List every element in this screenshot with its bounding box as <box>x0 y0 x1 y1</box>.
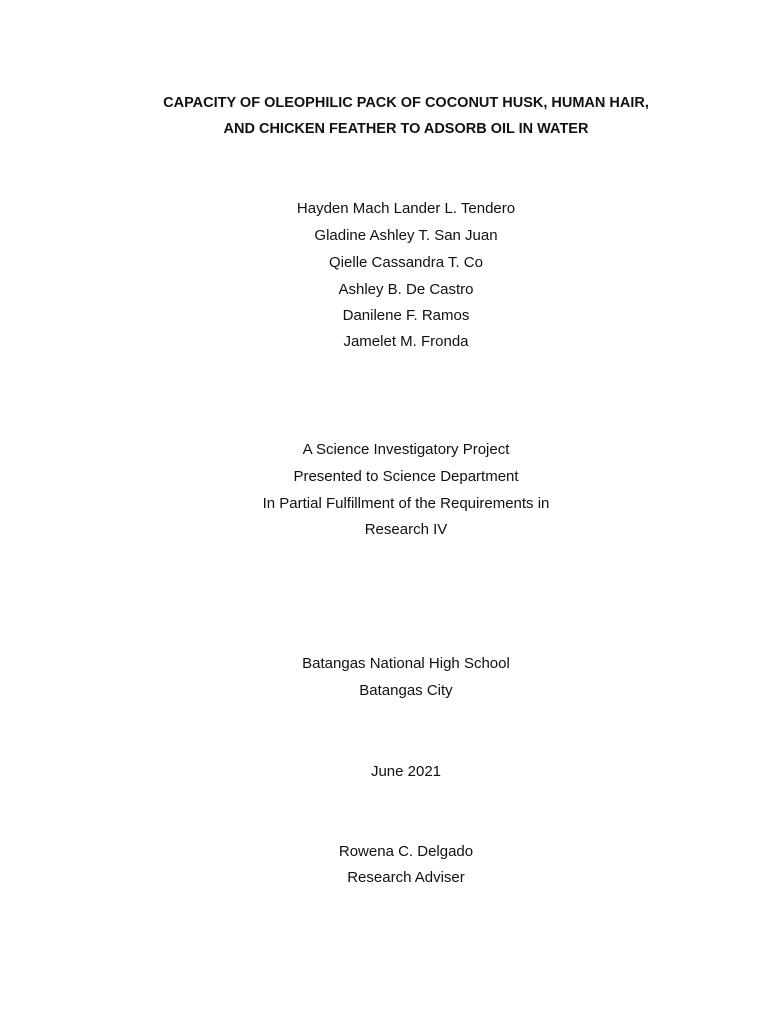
title-line-2: AND CHICKEN FEATHER TO ADSORB OIL IN WATER <box>223 121 589 137</box>
author-name: Ashley B. De Castro <box>338 281 474 298</box>
school-name: Batangas National High School <box>302 655 510 672</box>
description-line: A Science Investigatory Project <box>302 441 510 458</box>
adviser-name: Rowena C. Delgado <box>338 843 474 860</box>
adviser-role: Research Adviser <box>347 869 465 886</box>
description-line: In Partial Fulfillment of the Requirements in <box>262 495 550 512</box>
author-name: Qielle Cassandra T. Co <box>329 254 483 271</box>
author-name: Danilene F. Ramos <box>342 307 470 324</box>
author-name: Jamelet M. Fronda <box>343 333 469 350</box>
description-line: Research IV <box>364 521 448 538</box>
author-name: Hayden Mach Lander L. Tendero <box>296 200 516 217</box>
title-line-1: CAPACITY OF OLEOPHILIC PACK OF COCONUT HUSK, HUMAN HAIR, <box>163 95 649 111</box>
city-name: Batangas City <box>359 682 453 699</box>
date: June 2021 <box>370 763 442 780</box>
description-line: Presented to Science Department <box>293 468 519 485</box>
author-name: Gladine Ashley T. San Juan <box>314 227 498 244</box>
